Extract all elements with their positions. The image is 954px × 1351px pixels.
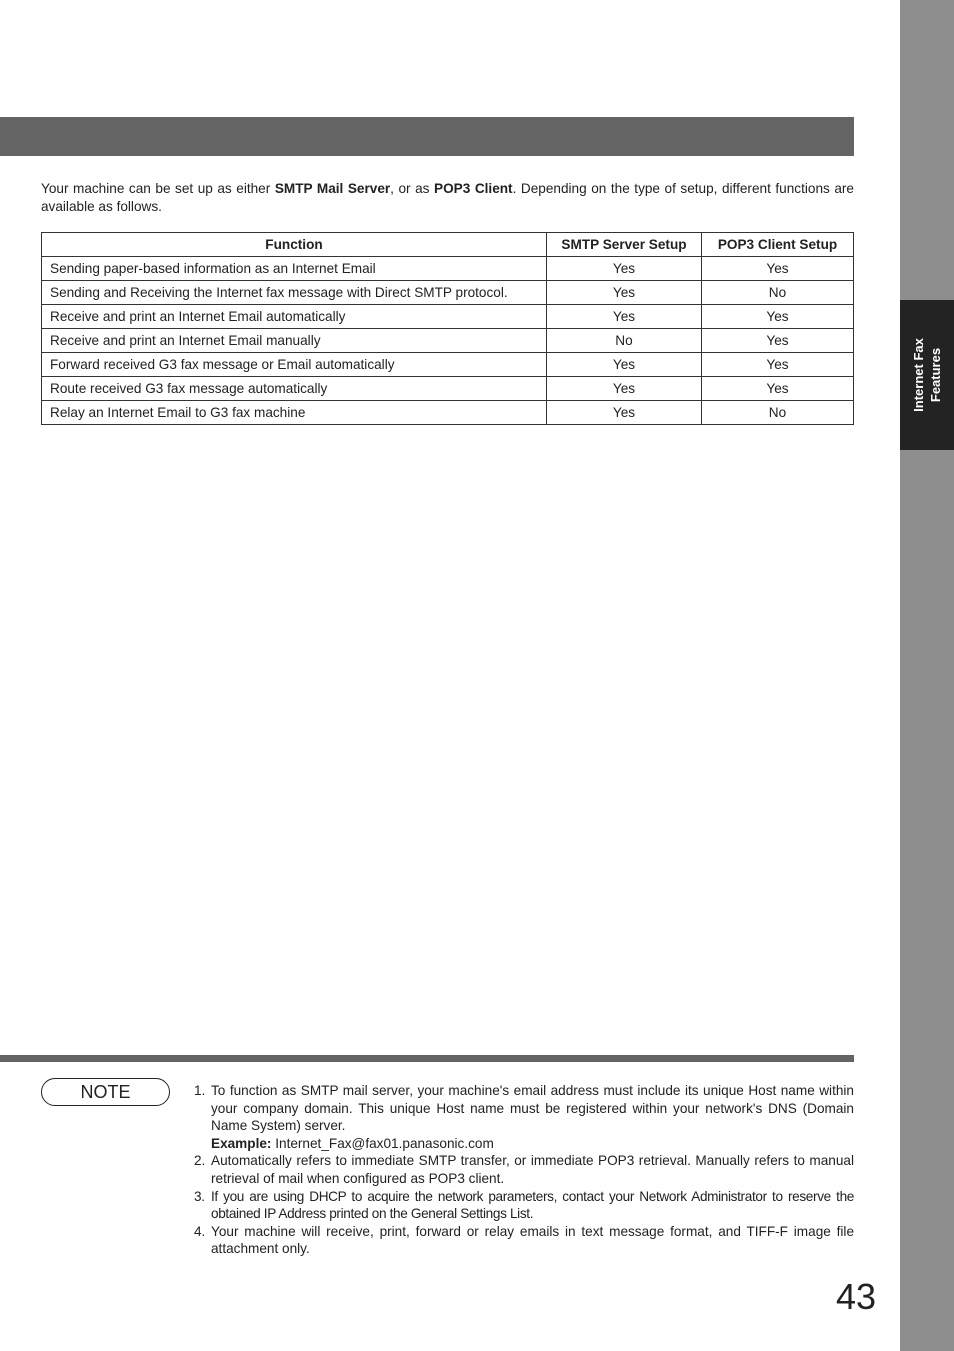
note-item xyxy=(194,1188,854,1223)
function-cell: Route received G3 fax message automatically xyxy=(42,377,547,401)
intro-pop3: POP3 Client xyxy=(434,181,513,196)
header-bar xyxy=(0,117,854,156)
note-number: 1. xyxy=(194,1083,206,1098)
function-cell: Receive and print an Internet Email automatically xyxy=(42,305,547,329)
note-number: 2. xyxy=(194,1153,206,1169)
note-badge: NOTE xyxy=(41,1078,170,1106)
table-row xyxy=(42,353,854,377)
pop3-cell: Yes xyxy=(702,353,854,377)
pop3-cell: No xyxy=(702,281,854,305)
section-tab-line1: Internet Fax xyxy=(911,338,926,412)
function-cell: Receive and print an Internet Email manually xyxy=(42,329,547,353)
smtp-cell: No xyxy=(547,329,702,353)
note-divider-bar xyxy=(0,1055,854,1062)
note-item xyxy=(194,1152,854,1187)
pop3-cell: Yes xyxy=(702,257,854,281)
table-row xyxy=(42,281,854,305)
table-row xyxy=(42,305,854,329)
pop3-cell: Yes xyxy=(702,377,854,401)
header-smtp: SMTP Server Setup xyxy=(547,233,702,257)
page-number: 43 xyxy=(835,1276,876,1317)
section-tab xyxy=(900,300,954,450)
note-item xyxy=(194,1082,854,1152)
smtp-cell: Yes xyxy=(547,353,702,377)
header-function: Function xyxy=(42,233,547,257)
function-table xyxy=(41,232,854,425)
smtp-cell: Yes xyxy=(547,305,702,329)
section-tab-label xyxy=(910,338,944,412)
function-cell: Sending and Receiving the Internet fax message with Direct SMTP protocol. xyxy=(42,281,547,305)
intro-smtp: SMTP Mail Server xyxy=(274,181,391,196)
function-cell: Forward received G3 fax message or Email automatically xyxy=(42,353,547,377)
table-row xyxy=(42,377,854,401)
table-header-row xyxy=(42,233,854,257)
side-strip xyxy=(900,0,954,1351)
note-example-value: Internet_Fax@fax01.panasonic.com xyxy=(271,1135,494,1151)
table-row xyxy=(42,329,854,353)
pop3-cell: Yes xyxy=(702,329,854,353)
function-cell: Sending paper-based information as an Internet Email xyxy=(42,257,547,281)
smtp-cell: Yes xyxy=(547,401,702,425)
note-number: 3. xyxy=(194,1188,205,1204)
function-cell: Relay an Internet Email to G3 fax machine xyxy=(42,401,547,425)
note-text: If you are using DHCP to acquire the network parameters, contact your Network Administrator to reserve the obtained IP Address printed on the General Settings List. xyxy=(211,1188,854,1222)
smtp-cell: Yes xyxy=(547,377,702,401)
note-example-label: Example: xyxy=(211,1135,272,1151)
pop3-cell: No xyxy=(702,401,854,425)
intro-paragraph xyxy=(41,180,854,216)
note-text: To function as SMTP mail server, your machine's email address must include its unique Host name within your company domain. This unique Host name must be registered within your network's DNS (Domain Name System) server. xyxy=(211,1083,854,1134)
note-item xyxy=(194,1223,854,1258)
header-pop3: POP3 Client Setup xyxy=(702,233,854,257)
note-example xyxy=(211,1135,854,1153)
smtp-cell: Yes xyxy=(547,281,702,305)
note-number: 4. xyxy=(194,1223,206,1239)
note-text: Your machine will receive, print, forward or relay emails in text message format, and TIFF-F image file attachment only. xyxy=(211,1223,854,1257)
section-tab-line2: Features xyxy=(928,347,943,403)
note-text: Automatically refers to immediate SMTP transfer, or immediate POP3 retrieval. Manually refers to manual retrieval of mail when configured as POP3 client. xyxy=(211,1153,854,1186)
table-row xyxy=(42,401,854,425)
table-row xyxy=(42,257,854,281)
intro-text-1: Your machine can be set up as either xyxy=(41,181,275,196)
smtp-cell: Yes xyxy=(547,257,702,281)
note-list xyxy=(194,1082,854,1258)
pop3-cell: Yes xyxy=(702,305,854,329)
intro-text-2: , or as xyxy=(390,181,435,196)
intro-text-3: . Depending on the type of setup, different functions are available as follows. xyxy=(41,181,854,214)
